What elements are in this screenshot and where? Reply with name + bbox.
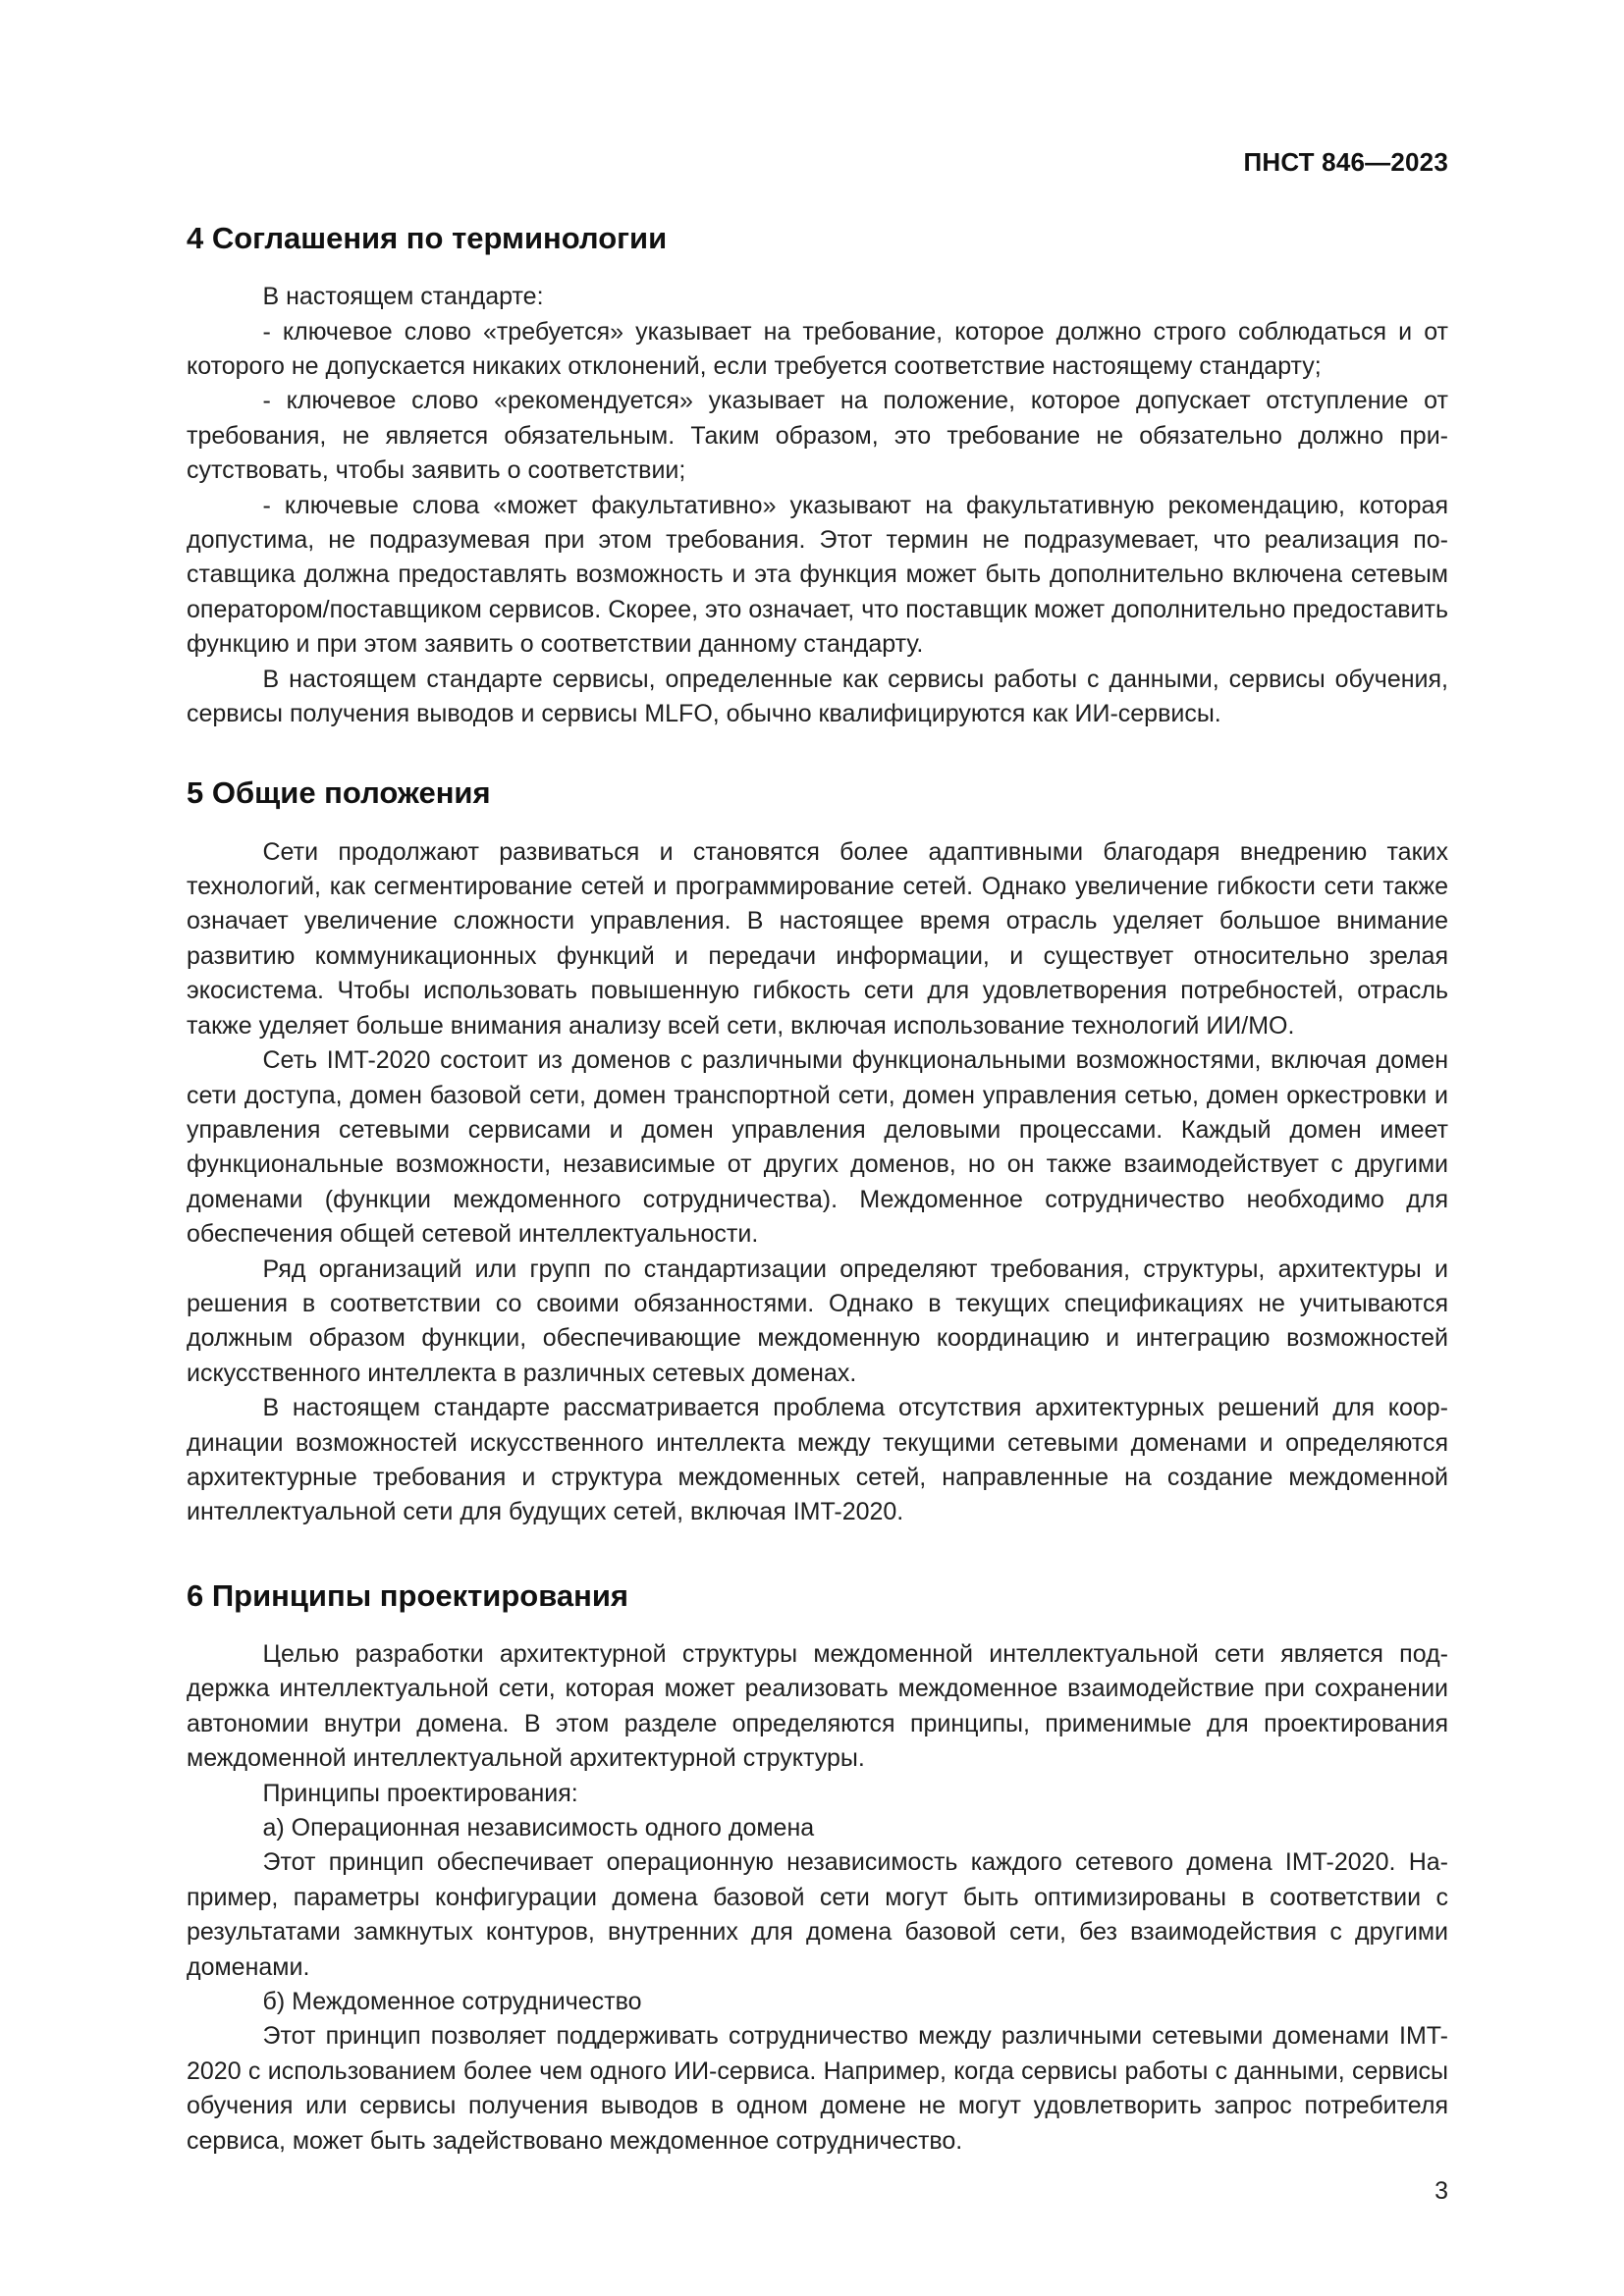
section-title: 5 Общие положения <box>187 775 491 811</box>
paragraph: Принципы проектирования: <box>262 1779 578 1807</box>
list-item: б) Междоменное сотрудничество <box>262 1988 642 2016</box>
paragraph: Этот принцип обеспечивает операционную независимость каждого сетевого домена IMT-2020. Например, параметры конфигурации домена базовой сети могут быть оптимизированы в соответствии с результатами замкнутых контуров, внутренних для домена базовой сети, без взаимодействия с другими доменами. <box>187 1848 1448 1981</box>
paragraph: Сети продолжают развиваться и становятся более адаптивными благодаря внедрению таких технологий, как сегментирование сетей и программирование сетей. Однако увеличение гибкости сети также означает увеличение сложности управления. В настоящее время отрасль уделяет большое внимание развитию коммуникационных функций и передачи информации, и существует относительно зрелая экосистема. Чтобы использовать повышенную гибкость сети для удовлетворения потребностей, отрасль также уделяет больше внимания анализу всей сети, включая использование технологий ИИ/МО. <box>187 837 1448 1040</box>
paragraph: Сеть IMT-2020 состоит из доменов с различными функциональными возможностями, включая домен сети доступа, домен базовой сети, домен транспортной сети, домен управления сетью, домен оркестровки и управления сетевыми сервисами и домен управления деловыми процессами. Каждый домен имеет функциональные возможности, независимые от других доменов, но он также взаимодействует с другими доменами (функции междоменного сотрудничества). Междоменное сотрудничество необходимо для обеспечения общей сетевой интеллектуальности. <box>187 1046 1448 1249</box>
paragraph: - ключевые слова «может факультативно» указывают на факультативную рекомендацию, которая допустима, не подразумевая при этом требования. Этот термин не подразумевает, что реализация поставщика должна предоставлять возможность и эта функция может быть дополнительно включена сетевым оператором/поставщиком сервисов. Скорее, это означает, что поставщик может дополнительно предоставить функцию и при этом заявить о соответствии данному стандарту. <box>187 491 1448 659</box>
paragraph: - ключевое слово «рекомендуется» указывает на положение, которое допускает отступление от требования, не является обязательным. Таким образом, это требование не обязательно должно присутствовать, чтобы заявить о соответствии; <box>187 387 1448 485</box>
paragraph: - ключевое слово «требуется» указывает на требование, которое должно строго соблюдаться и от которого не допускается никаких отклонений, если требуется соответствие настоящему стандарту; <box>187 317 1448 380</box>
section-5 <box>187 774 1448 1529</box>
document-body <box>187 220 1448 2202</box>
paragraph: Этот принцип позволяет поддерживать сотрудничество между различными сетевыми доменами IMT-2020 с использованием более чем одного ИИ-сервиса. Например, когда сервисы работы с данными, сервисы обучения или сервисы получения выводов в одном домене не могут удовлетворить запрос потребителя сервиса, может быть задействовано междоменное сотрудничество. <box>187 2022 1448 2155</box>
paragraph: В настоящем стандарте: <box>262 283 544 311</box>
paragraph: В настоящем стандарте сервисы, определенные как сервисы работы с данными, сервисы обучения, сервисы получения выводов и сервисы MLFO, обычно квалифицируются как ИИ-сервисы. <box>187 665 1448 728</box>
document-code: ПНСТ 846—2023 <box>1243 147 1448 177</box>
page-number: 3 <box>1435 2177 1448 2205</box>
section-6 <box>187 1577 1448 2159</box>
section-title: 6 Принципы проектирования <box>187 1577 628 1613</box>
paragraph: Целью разработки архитектурной структуры междоменной интеллектуальной сети является поддержка интеллектуальной сети, которая может реализовать междоменное взаимодействие при сохранении автономии внутри домена. В этом разделе определяются принципы, применимые для проектирования междоменной интеллектуальной архитектурной структуры. <box>187 1639 1448 1773</box>
paragraph: Ряд организаций или групп по стандартизации определяют требования, структуры, архитектуры и решения в соответствии со своими обязанностями. Однако в текущих спецификациях не учитываются должным образом функции, обеспечивающие междоменную координацию и интеграцию возможностей искусственного интеллекта в различных сетевых доменах. <box>187 1255 1448 1387</box>
section-title: 4 Соглашения по терминологии <box>187 221 668 255</box>
list-item: а) Операционная независимость одного домена <box>262 1814 815 1842</box>
paragraph: В настоящем стандарте рассматривается проблема отсутствия архитектурных решений для координации возможностей искусственного интеллекта между текущими сетевыми доменами и определяются архитектурные требования и структура междоменных сетей, направленные на создание междоменной интеллектуальной сети для будущих сетей, включая IMT-2020. <box>187 1394 1448 1526</box>
section-4 <box>187 220 1448 731</box>
